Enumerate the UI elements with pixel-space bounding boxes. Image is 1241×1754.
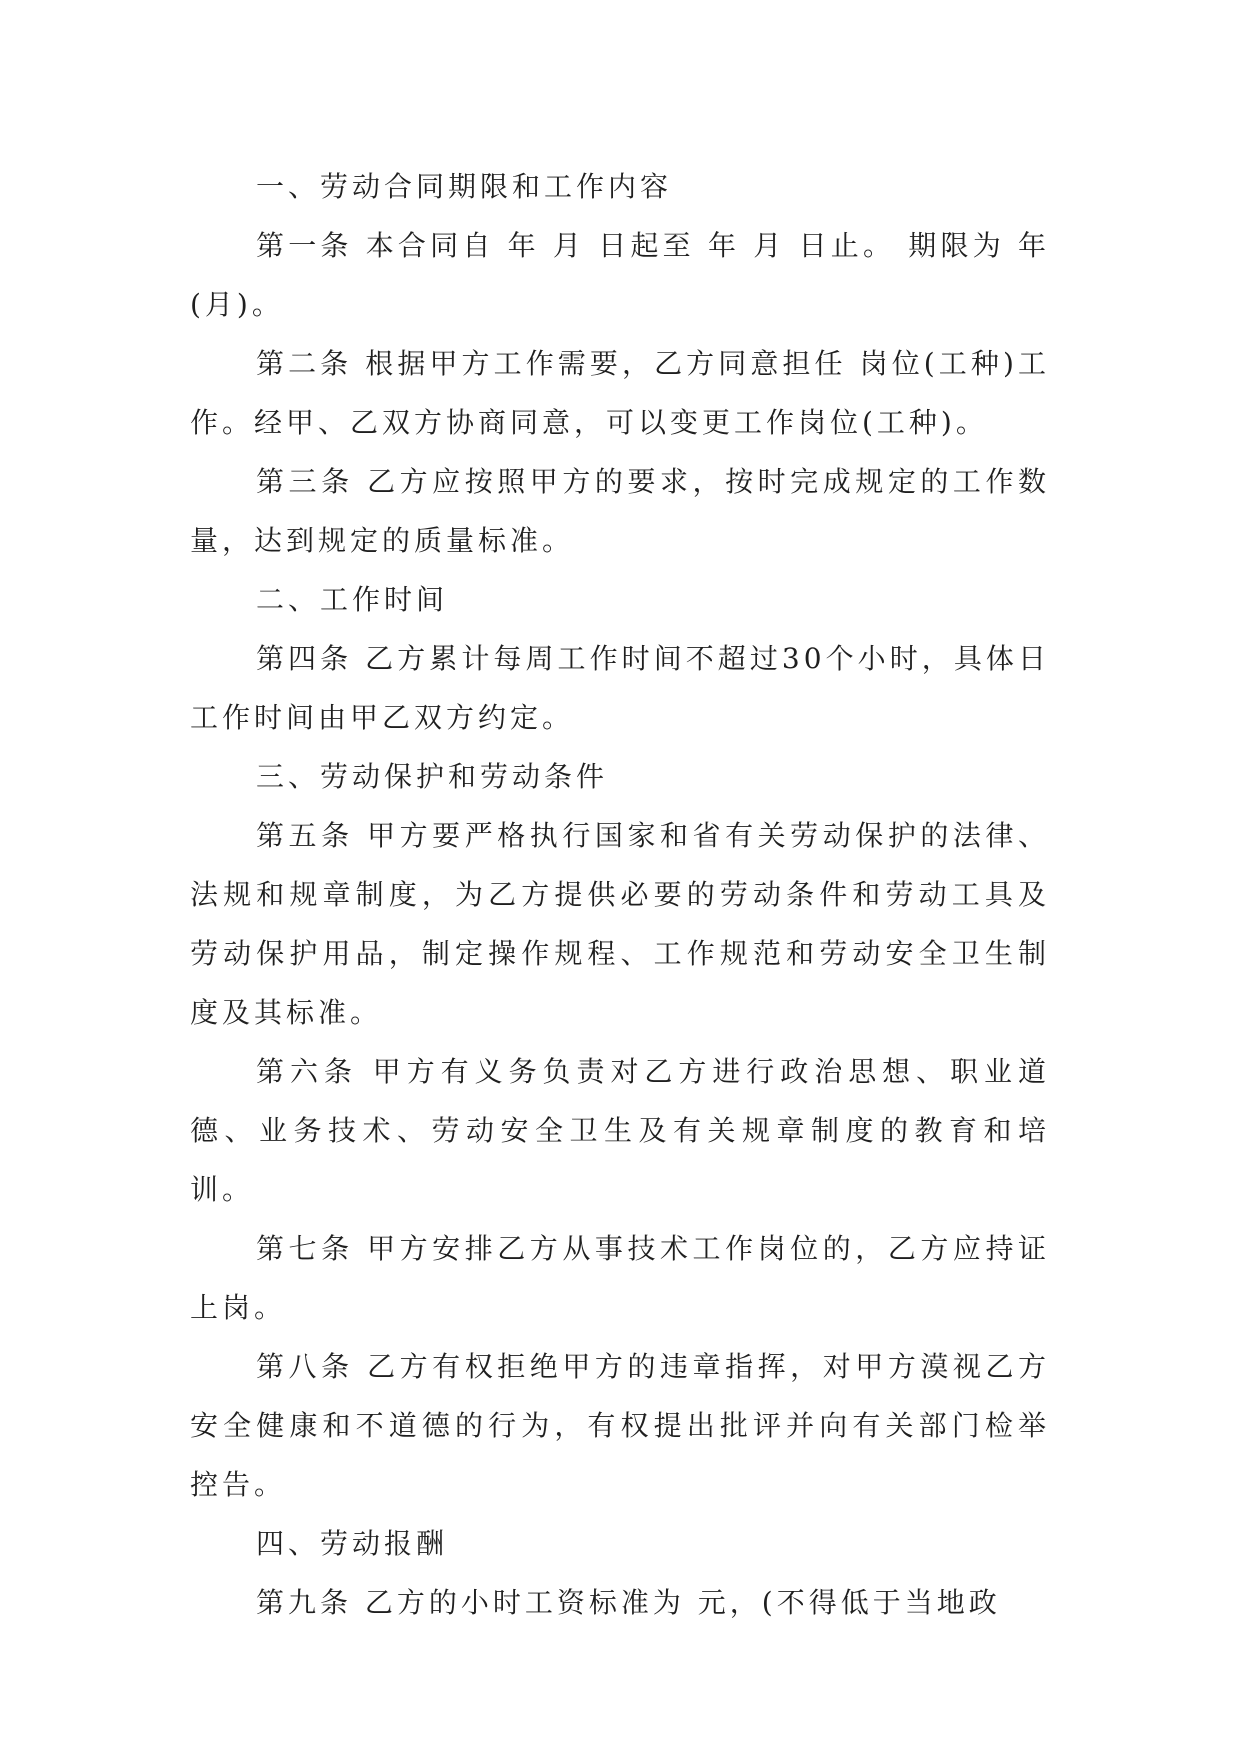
section-heading-contract-term: 一、劳动合同期限和工作内容: [256, 170, 673, 203]
article-7: 第七条 甲方安排乙方从事技术工作岗位的，乙方应持证上岗。: [190, 1232, 1050, 1324]
article-4: 第四条 乙方累计每周工作时间不超过30个小时，具体日工作时间由甲乙双方约定。: [190, 642, 1050, 734]
article-8: 第八条 乙方有权拒绝甲方的违章指挥，对甲方漠视乙方安全健康和不道德的行为，有权提出批评并向有关部门检举控告。: [190, 1350, 1050, 1501]
article-9: 第九条 乙方的小时工资标准为 元，(不得低于当地政: [256, 1586, 1001, 1619]
article-2: 第二条 根据甲方工作需要，乙方同意担任 岗位(工种)工作。经甲、乙双方协商同意，可以变更工作岗位(工种)。: [190, 347, 1050, 439]
article-3: 第三条 乙方应按照甲方的要求，按时完成规定的工作数量，达到规定的质量标准。: [190, 465, 1050, 557]
article-5: 第五条 甲方要严格执行国家和省有关劳动保护的法律、法规和规章制度，为乙方提供必要的劳动条件和劳动工具及劳动保护用品，制定操作规程、工作规范和劳动安全卫生制度及其标准。: [190, 819, 1050, 1029]
article-1: 第一条 本合同自 年 月 日起至 年 月 日止。 期限为 年(月)。: [190, 229, 1050, 321]
article-6: 第六条 甲方有义务负责对乙方进行政治思想、职业道德、业务技术、劳动安全卫生及有关规章制度的教育和培训。: [190, 1055, 1050, 1206]
document-body: [190, 157, 1050, 1632]
section-heading-remuneration: 四、劳动报酬: [256, 1527, 449, 1560]
section-heading-working-hours: 二、工作时间: [256, 583, 449, 616]
section-heading-labor-protection: 三、劳动保护和劳动条件: [256, 760, 609, 793]
